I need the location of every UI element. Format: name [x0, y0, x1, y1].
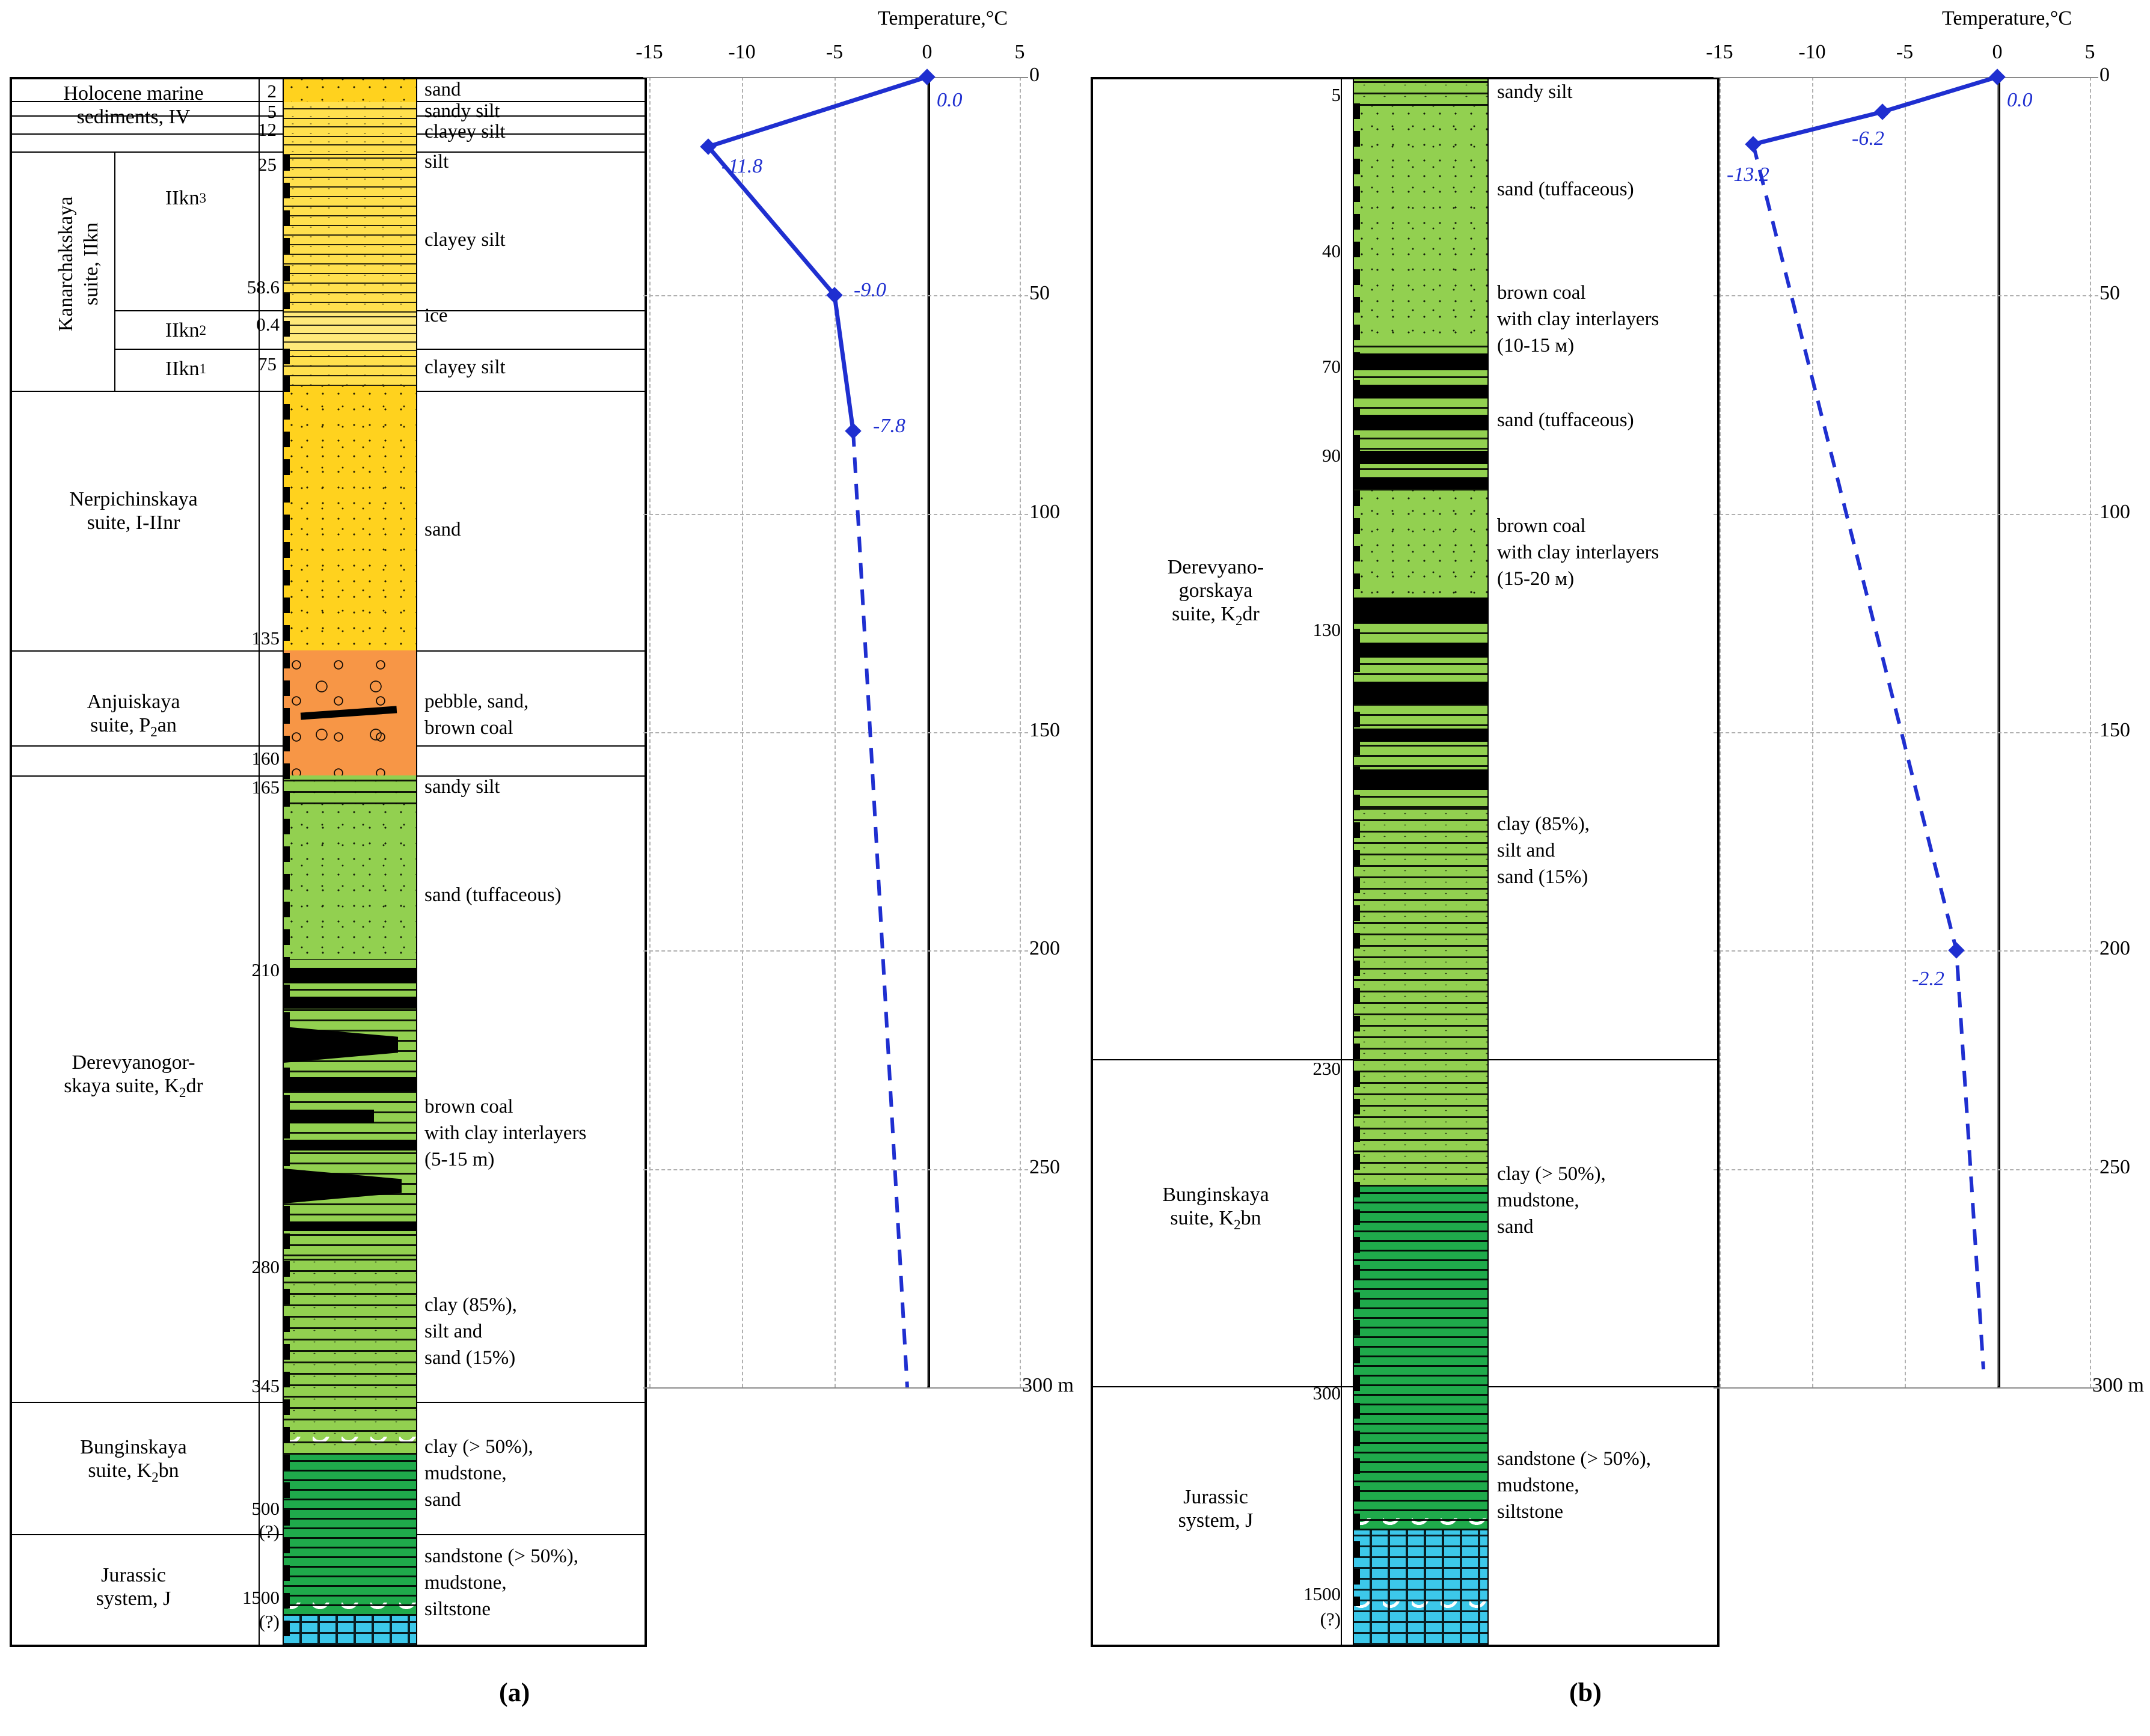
layer-brown-coal-with-clay — [1354, 345, 1487, 491]
layer-sandstone-mudstone-siltstone — [1354, 1530, 1487, 1645]
unconformity — [1354, 1518, 1487, 1527]
subscript: 2 — [1234, 1217, 1241, 1233]
lith-desc: sandy silt — [424, 776, 500, 798]
strat-vline — [114, 151, 115, 391]
layer-clay-silt-sand — [1354, 808, 1487, 1187]
layer-sand-tuffaceous — [1354, 106, 1487, 345]
coal-band — [284, 1221, 416, 1231]
coal-band — [1354, 729, 1487, 742]
depth-label: 90 — [1322, 445, 1341, 466]
depth-label: 345 — [251, 1375, 280, 1396]
text: suite, K — [88, 1459, 152, 1482]
depth-label: 130 — [1312, 619, 1341, 640]
coal-band — [284, 968, 416, 983]
ytick-label: 250 — [2099, 1156, 2130, 1178]
axis-title-temperature: Temperature,°C — [878, 7, 1008, 29]
lith-desc: mudstone, — [1497, 1475, 1579, 1496]
coal-band — [1354, 451, 1487, 464]
depth-label: 1500 — [1303, 1583, 1341, 1604]
temperature-curve-b — [1714, 77, 2098, 1399]
text — [90, 714, 177, 740]
coal-band — [284, 1077, 416, 1092]
text: suite, P — [90, 714, 151, 737]
lith-desc: silt — [424, 151, 449, 173]
temperature-curve-a — [643, 77, 1028, 1399]
lith-desc: with clay interlayers — [1497, 542, 1659, 563]
text: skaya suite, K — [64, 1075, 179, 1098]
ytick-label: 300 m — [2092, 1374, 2144, 1396]
xtick-label: 5 — [2084, 41, 2095, 63]
layer-sandy-silt — [284, 775, 416, 804]
coal-lens — [301, 706, 397, 720]
xtick-label: 5 — [1014, 41, 1025, 63]
depth-label: 2 — [267, 81, 277, 102]
lith-desc: siltstone — [1497, 1501, 1564, 1523]
layer-silt — [284, 137, 416, 155]
text: Jurassic — [101, 1563, 166, 1586]
lith-desc: brown coal — [424, 1096, 513, 1117]
subscript: 2 — [150, 724, 158, 741]
text: dr — [1242, 602, 1260, 625]
text: suite, K — [1172, 602, 1236, 625]
temp-value-label: -11.8 — [721, 155, 763, 177]
text: IIkn — [165, 319, 200, 342]
strat-label-holocene — [12, 79, 255, 131]
text: system, J — [96, 1588, 171, 1610]
temp-value-label: 0.0 — [937, 89, 963, 111]
strat-label-kanarchakskaya-2 — [80, 144, 103, 384]
xtick-label: -5 — [825, 41, 844, 63]
coal-band — [284, 1110, 374, 1123]
lith-desc: clay (> 50%), — [1497, 1163, 1606, 1185]
layer-sandy-silt — [284, 102, 416, 119]
axis-title-temperature: Temperature,°C — [1942, 7, 2072, 29]
xtick-label: -10 — [1798, 41, 1826, 63]
coal-wedge — [284, 1027, 398, 1063]
text: system, J — [1178, 1509, 1254, 1532]
xtick-label: -10 — [728, 41, 756, 63]
text: Holocene marine — [63, 82, 204, 105]
lith-desc: sandstone (> 50%), — [1497, 1448, 1651, 1470]
layer-brown-coal-with-clay — [1354, 598, 1487, 808]
text: IIkn — [165, 358, 200, 381]
temperature-plot-a — [643, 77, 1028, 1387]
layer-clay-silt-sand — [284, 1256, 416, 1455]
layer-clayey-silt — [284, 119, 416, 137]
ytick-label: 150 — [2099, 719, 2130, 741]
subscript: 2 — [179, 1085, 186, 1101]
ytick-label: 0 — [1029, 64, 1040, 86]
text: gorskaya — [1178, 579, 1253, 602]
depth-label: 1500 — [242, 1587, 280, 1608]
text — [1172, 602, 1260, 629]
lith-desc: clayey silt — [424, 121, 506, 142]
coal-band — [1354, 769, 1487, 790]
text: Bunginskaya — [80, 1436, 187, 1459]
depth-label: 160 — [251, 748, 280, 769]
lith-desc: sandstone (> 50%), — [424, 1545, 578, 1567]
layer-sandstone — [284, 1616, 416, 1645]
text: Bunginskaya — [1162, 1184, 1269, 1206]
lith-desc: mudstone, — [1497, 1190, 1579, 1211]
strat-label-kanarchakskaya — [55, 144, 78, 384]
lith-desc: sand — [424, 79, 461, 100]
subscript: 2 — [152, 1470, 159, 1486]
subscript: 2 — [1235, 613, 1243, 629]
layer-sand — [284, 79, 416, 102]
text: Nerpichinskaya — [69, 487, 198, 510]
strat-label-iikn3 — [117, 180, 255, 216]
layer-clay-mudstone-sand — [284, 1455, 416, 1616]
ytick-label: 0 — [2099, 64, 2110, 86]
lith-desc: sand (tuffaceous) — [1497, 409, 1634, 431]
lith-desc: pebble, sand, — [424, 691, 529, 712]
coal-band — [1354, 682, 1487, 704]
lith-desc: sand — [1497, 1216, 1534, 1238]
strat-label-jurassic-b — [1093, 1479, 1338, 1539]
depth-label: 210 — [251, 959, 280, 980]
coal-band — [1354, 598, 1487, 623]
depth-label: 500 — [251, 1498, 280, 1519]
temp-value-label: -6.2 — [1852, 127, 1884, 150]
text: Derevyanogor- — [72, 1051, 195, 1074]
lith-desc: sand — [424, 519, 461, 540]
text: Jurassic — [1183, 1485, 1248, 1508]
lith-desc: clay (> 50%), — [424, 1436, 533, 1458]
strat-label-anjuiskaya — [12, 685, 255, 745]
depth-label: 165 — [251, 777, 280, 798]
ytick-label: 200 — [2099, 937, 2130, 959]
lith-desc: with clay interlayers — [424, 1122, 587, 1144]
lith-desc: clayey silt — [424, 356, 506, 378]
strat-label-nerpichinskaya — [12, 481, 255, 541]
temp-value-label: -9.0 — [854, 279, 886, 301]
depth-label: 70 — [1322, 356, 1341, 377]
lith-desc: clayey silt — [424, 229, 506, 251]
lith-desc: sand (15%) — [424, 1347, 516, 1369]
coal-band — [284, 1140, 416, 1151]
lith-desc: brown coal — [1497, 282, 1586, 304]
ytick-label: 200 — [1029, 937, 1060, 959]
ytick-label: 100 — [1029, 501, 1060, 523]
lith-desc: (10-15 м) — [1497, 335, 1575, 356]
ytick-label: 250 — [1029, 1156, 1060, 1178]
panel-caption-a: (a) — [499, 1678, 530, 1707]
lith-desc: brown coal — [1497, 515, 1586, 537]
depth-label: 40 — [1322, 240, 1341, 261]
lith-desc: mudstone, — [424, 1462, 507, 1484]
text — [88, 1459, 179, 1485]
xtick-label: -15 — [1706, 41, 1733, 63]
layer-pebble-sand-brown-coal — [284, 650, 416, 775]
depth-label: 0.4 — [256, 314, 280, 335]
lith-desc: sand — [424, 1489, 461, 1511]
depth-label: 75 — [258, 353, 277, 374]
lith-desc: (5-15 m) — [424, 1149, 495, 1170]
lithology-column-b — [1353, 79, 1489, 1645]
unconformity — [1354, 1601, 1487, 1610]
depth-label: (?) — [1320, 1609, 1341, 1630]
strat-label-derevyanogorskaya — [12, 1046, 255, 1106]
panel-caption-b: (b) — [1569, 1678, 1602, 1707]
unconformity — [284, 1437, 416, 1445]
layer-sand — [284, 386, 416, 650]
layer-sand-tuffaceous — [1354, 491, 1487, 598]
coal-band — [1354, 385, 1487, 398]
layer-clayey-silt — [284, 351, 416, 386]
text — [1170, 1206, 1261, 1233]
lith-desc: brown coal — [424, 717, 513, 739]
depth-label: 58.6 — [247, 277, 280, 298]
layer-clay-mudstone-sand — [1354, 1187, 1487, 1530]
lith-desc: sand (15%) — [1497, 866, 1588, 888]
text: Kanarchakskaya — [55, 196, 77, 332]
lith-desc: clay (85%), — [424, 1294, 517, 1316]
lith-desc: sandy silt — [1497, 81, 1573, 103]
layer-sandy-silt — [1354, 79, 1487, 106]
layer-sand-tuffaceous — [284, 804, 416, 959]
coal-band — [1354, 477, 1487, 489]
ytick-label: 50 — [1029, 282, 1050, 304]
lith-desc: silt and — [1497, 840, 1555, 861]
coal-band — [1354, 415, 1487, 430]
xtick-label: -15 — [636, 41, 663, 63]
layer-brown-coal-with-clay — [284, 959, 416, 1256]
temp-value-label: -13.2 — [1727, 164, 1769, 186]
depth-label: 25 — [258, 154, 277, 175]
text: bn — [1240, 1207, 1261, 1230]
lith-desc: silt and — [424, 1321, 483, 1342]
lith-desc: mudstone, — [424, 1572, 507, 1594]
lith-desc: sandy silt — [424, 100, 500, 122]
subscript: 2 — [199, 322, 207, 338]
lith-desc: clay (85%), — [1497, 813, 1590, 835]
depth-label: 135 — [251, 628, 280, 649]
strat-vline — [1341, 77, 1342, 1647]
lith-desc: with clay interlayers — [1497, 308, 1659, 330]
temp-value-label: -7.8 — [873, 415, 905, 437]
text: Derevyano- — [1167, 555, 1264, 578]
depth-label: (?) — [259, 1611, 280, 1632]
coal-band — [1354, 353, 1487, 370]
depth-label: 230 — [1312, 1058, 1341, 1079]
lithology-column-a — [283, 79, 417, 1645]
depth-label: 5 — [1331, 84, 1341, 105]
strat-vline — [259, 77, 260, 1647]
text: IIkn — [165, 187, 200, 210]
lith-desc: sand (tuffaceous) — [424, 884, 562, 906]
subscript: 1 — [199, 361, 207, 377]
xtick-label: 0 — [922, 41, 933, 63]
depth-label: 5 — [267, 101, 277, 122]
coal-wedge — [284, 1169, 402, 1203]
ytick-label: 150 — [1029, 719, 1060, 741]
temperature-plot-b — [1714, 77, 2098, 1387]
depth-label: 12 — [258, 119, 277, 140]
text: dr — [186, 1075, 203, 1098]
xtick-label: 0 — [1992, 41, 2003, 63]
temp-value-label: -2.2 — [1912, 968, 1944, 990]
ytick-label: 300 m — [1022, 1374, 1074, 1396]
layer-ice — [284, 313, 416, 351]
ytick-label: 100 — [2099, 501, 2130, 523]
xtick-label: -5 — [1896, 41, 1914, 63]
depth-label: 300 — [1312, 1383, 1341, 1404]
temp-value-label: 0.0 — [2007, 89, 2033, 111]
text: suite, IIkn — [80, 222, 102, 305]
coal-band — [1354, 643, 1487, 658]
strat-label-bunginskaya-b — [1093, 1178, 1338, 1238]
layer-clayey-silt — [284, 155, 416, 313]
unconformity — [284, 1603, 416, 1611]
subscript: 3 — [199, 190, 207, 206]
strat-label-bunginskaya — [12, 1431, 255, 1491]
lith-desc: sand (tuffaceous) — [1497, 179, 1634, 200]
coal-band — [284, 997, 416, 1009]
lith-desc: ice — [424, 305, 448, 326]
lith-desc: siltstone — [424, 1598, 491, 1620]
text: suite, K — [1170, 1207, 1234, 1230]
text: bn — [158, 1459, 179, 1482]
depth-label: 280 — [251, 1256, 280, 1277]
ytick-label: 50 — [2099, 282, 2120, 304]
text: Anjuiskaya — [87, 691, 180, 714]
text — [64, 1074, 203, 1101]
text: sediments, IV — [76, 106, 191, 128]
depth-label: (?) — [259, 1521, 280, 1542]
lith-desc: (15-20 м) — [1497, 568, 1575, 590]
panel-b — [1076, 0, 2150, 1736]
text: suite, I-IInr — [87, 512, 180, 534]
text: an — [157, 714, 177, 737]
